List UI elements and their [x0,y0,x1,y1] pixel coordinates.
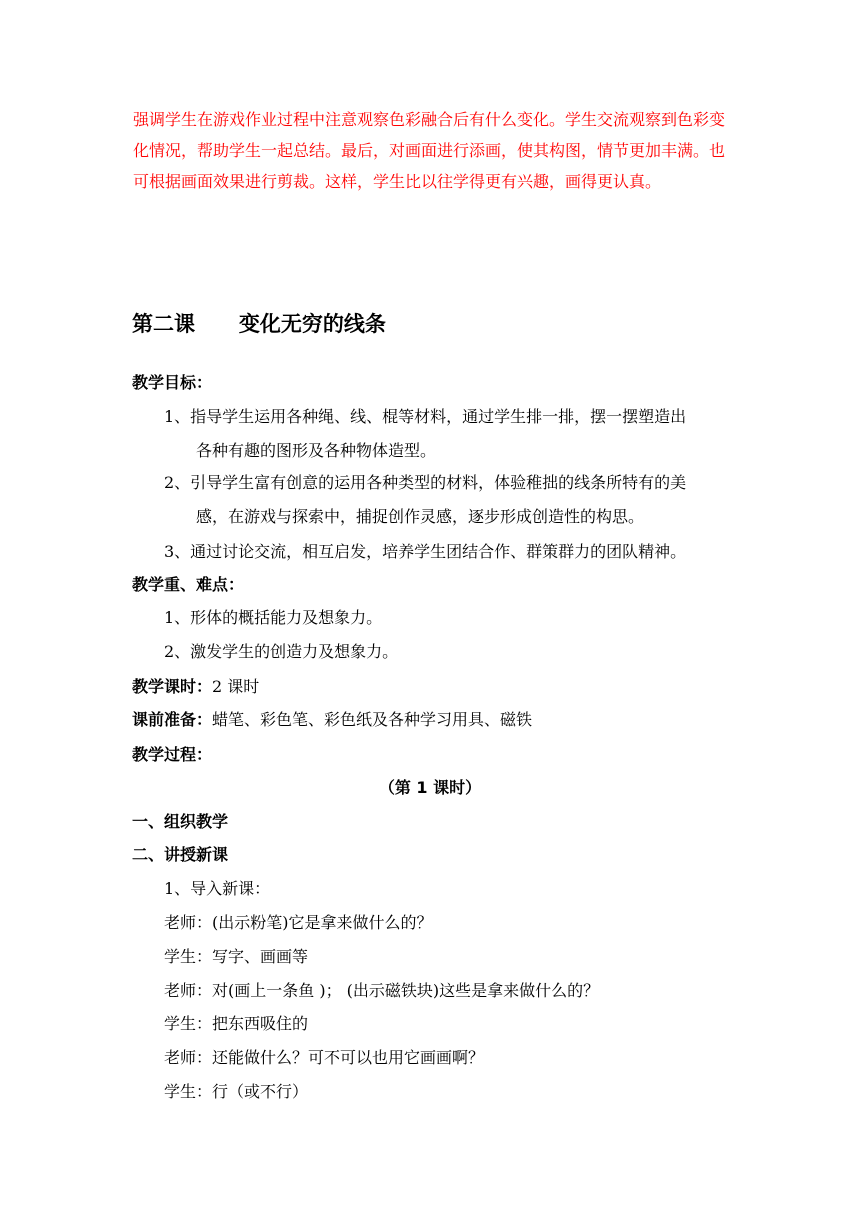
section-organize: 一、组织教学 [132,812,229,831]
key-point-1: 1、形体的概括能力及想象力。 [164,608,383,627]
goals-label: 教学目标： [132,373,213,392]
dialogue-line-4: 老师：对(画上一条鱼 )； (出示磁铁块)这些是拿来做什么的？ [164,981,600,1000]
goal-item-3: 3、通过讨论交流，相互启发，培养学生团结合作、群策群力的团队精神。 [164,542,687,561]
hours-label: 教学课时： [132,677,213,696]
dialogue-line-5: 学生：把东西吸住的 [164,1014,309,1033]
hours-row [132,676,259,698]
goal-item-1 [164,400,739,468]
dialogue-line-2: 老师：(出示粉笔)它是拿来做什么的？ [164,913,433,932]
dialogue-line-6: 老师：还能做什么？可不可以也用它画画啊？ [164,1048,485,1067]
goal-item-1-line2: 各种有趣的图形及各种物体造型。 [196,441,437,460]
prep-row [132,709,532,731]
key-point-2: 2、激发学生的创造力及想象力。 [164,642,399,661]
dialogue-line-1: 1、导入新课： [164,879,271,898]
section-new-lesson: 二、讲授新课 [132,845,229,864]
goal-item-2 [164,466,739,534]
process-label: 教学过程： [132,745,213,764]
session-title: （第 1 课时） [378,778,482,797]
goal-item-2-line2: 感，在游戏与探索中，捕捉创作灵感，逐步形成创造性的构思。 [196,507,645,526]
goal-item-2-line1: 2、引导学生富有创意的运用各种类型的材料，体验稚拙的线条所特有的美 [164,473,687,492]
lesson-title: 第二课 变化无穷的线条 [132,312,386,336]
goal-item-1-line1: 1、指导学生运用各种绳、线、棍等材料，通过学生排一排，摆一摆塑造出 [164,407,687,426]
key-points-label: 教学重、难点： [132,575,245,594]
dialogue-line-3: 学生：写字、画画等 [164,947,309,966]
hours-value: 2 课时 [212,677,260,696]
dialogue-line-7: 学生：行（或不行） [164,1082,309,1101]
prep-label: 课前准备： [132,710,213,729]
prep-value: 蜡笔、彩色笔、彩色纸及各种学习用具、磁铁 [212,710,533,729]
intro-paragraph: 强调学生在游戏作业过程中注意观察色彩融合后有什么变化。学生交流观察到色彩变化情况，帮助学生一起总结。最后，对画面进行添画，使其构图，情节更加丰满。也可根据画面效果进行剪裁。这样，学生比以往学得更有兴趣，画得更认真。 [133,110,726,191]
